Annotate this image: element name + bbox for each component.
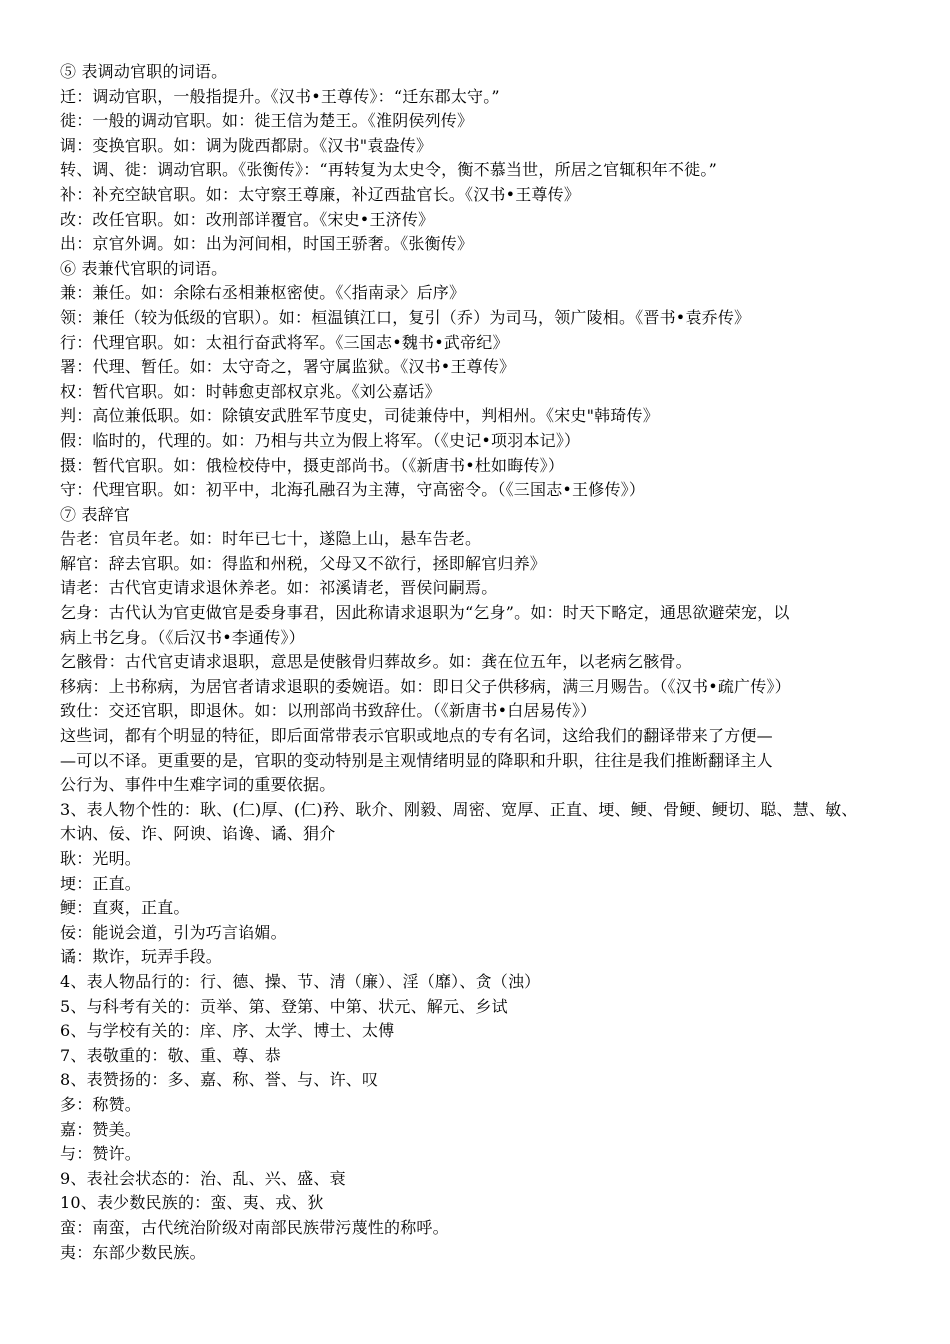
text-line: 埂：正直。: [60, 873, 142, 893]
text-line: 转、调、徙：调动官职。《张衡传》：“再转复为太史令，衡不慕当世，所居之官辄积年不徙。”: [60, 160, 717, 180]
text-line: 蛮：南蛮，古代统治阶级对南部民族带污蔑性的称呼。: [60, 1217, 449, 1237]
text-line: 公行为、事件中生难字词的重要依据。: [60, 775, 336, 795]
text-line: 耿：光明。: [60, 849, 142, 868]
text-line: 署：代理、暂任。如：太守奇之，署守属监狱。《汉书•王尊传》: [60, 357, 516, 377]
text-line: 10、表少数民族的：蛮、夷、戎、狄: [60, 1193, 324, 1213]
text-line: 6、与学校有关的：庠、序、太学、博士、太傅: [60, 1021, 395, 1041]
text-line: 乞骸骨：古代官吏请求退职，意思是使骸骨归葬故乡。如：龚在位五年，以老病乞骸骨。: [60, 652, 692, 672]
text-line: 徙：一般的调动官职。如：徙王信为楚王。《淮阴侯列传》: [60, 111, 474, 131]
text-line: 领：兼任（较为低级的官职）。如：桓温镇江口，复引（乔）为司马，领广陵相。《晋书•袁乔传》: [60, 307, 751, 327]
text-line: 解官：辞去官职。如：得监和州税，父母又不欲行，拯即解官归养》: [60, 553, 547, 573]
text-line: 9、表社会状态的：治、乱、兴、盛、衰: [60, 1168, 346, 1188]
text-line: 判：高位兼低职。如：除镇安武胜军节度史，司徒兼侍中，判相州。《宋史"韩琦传》: [60, 406, 659, 426]
text-line: ⑥ 表兼代官职的词语。: [60, 258, 228, 278]
text-line: 与：赞许。: [60, 1144, 142, 1164]
text-line: 致仕：交还官职，即退休。如：以刑部尚书致辞仕。（《新唐书•白居易传》）: [60, 701, 597, 721]
text-line: 兼：兼任。如：余除右丞相兼枢密使。《〈指南录〉后序》: [60, 283, 466, 303]
text-line: 权：暂代官职。如：时韩愈吏部权京兆。《刘公嘉话》: [60, 381, 441, 401]
text-line: 4、表人物品行的：行、德、操、节、清（廉）、淫（靡）、贪（浊）: [60, 971, 541, 991]
text-line: 摄：暂代官职。如：俄检校侍中，摄吏部尚书。（《新唐书•杜如晦传》）: [60, 455, 565, 475]
text-line: 补：补充空缺官职。如：太守察王尊廉，补辽西盐官长。《汉书•王尊传》: [60, 184, 581, 204]
text-line: 3、表人物个性的：耿、(仁)厚、(仁)矜、耿介、刚毅、周密、宽厚、正直、埂、鲠、骨鲠、鲠切、聪、慧、敏、: [60, 799, 858, 819]
text-line: 佞：能说会道，引为巧言谄媚。: [60, 922, 287, 942]
text-line: 7、表敬重的：敬、重、尊、恭: [60, 1045, 281, 1065]
document-page: [60, 60, 900, 1265]
text-line: 嘉：赞美。: [60, 1119, 142, 1139]
text-line: 守：代理官职。如：初平中，北海孔融召为主薄，守高密令。（《三国志•王修传》）: [60, 480, 646, 500]
text-line: 乞身：古代认为官吏做官是委身事君，因此称请求退职为“乞身”。如：时天下略定，通思欲避荣宠，以: [60, 603, 790, 623]
text-line: 多：称赞。: [60, 1094, 142, 1114]
text-line: 这些词，都有个明显的特征，即后面常带表示官职或地点的专有名词，这给我们的翻译带来了方便—: [60, 726, 773, 746]
text-line: ⑤ 表调动官职的词语。: [60, 62, 228, 81]
text-line: 8、表赞扬的：多、嘉、称、誉、与、许、叹: [60, 1070, 379, 1090]
text-line: 5、与科考有关的：贡举、第、登第、中第、状元、解元、乡试: [60, 996, 508, 1016]
text-line: 夷：东部少数民族。: [60, 1242, 206, 1262]
text-line: 假：临时的，代理的。如：乃相与共立为假上将军。（《史记•项羽本记》）: [60, 430, 581, 450]
text-line: 出：京官外调。如：出为河间相，时国王骄奢。《张衡传》: [60, 234, 474, 254]
text-line: 鲠：直爽，正直。: [60, 898, 190, 918]
text-line: 告老：官员年老。如：时年已七十，遂隐上山，悬车告老。: [60, 529, 482, 549]
text-line: 迁：调动官职，一般指提升。《汉书•王尊传》：“迁东郡太守。”: [60, 86, 500, 106]
text-line: 病上书乞身。（《后汉书•李通传》）: [60, 627, 305, 647]
text-line: 木讷、佞、诈、阿谀、谄谗、谲、狷介: [60, 824, 336, 844]
text-line: 谲：欺诈，玩弄手段。: [60, 947, 223, 967]
text-line: 调：变换官职。如：调为陇西都尉。《汉书"袁盎传》: [60, 135, 433, 155]
text-line: —可以不译。更重要的是，官职的变动特别是主观情绪明显的降职和升职，往往是我们推断翻译主人: [60, 750, 773, 770]
text-line: 改：改任官职。如：改刑部详覆官。《宋史•王济传》: [60, 209, 435, 229]
text-line: ⑦ 表辞官: [60, 504, 131, 524]
text-line: 移病：上书称病，为居官者请求退职的委婉语。如：即日父子供移病，满三月赐告。（《汉书•疏广传》）: [60, 676, 791, 696]
text-line: 请老：古代官吏请求退休养老。如：祁溪请老，晋侯问嗣焉。: [60, 578, 498, 598]
text-line: 行：代理官职。如：太祖行奋武将军。《三国志•魏书•武帝纪》: [60, 332, 509, 352]
